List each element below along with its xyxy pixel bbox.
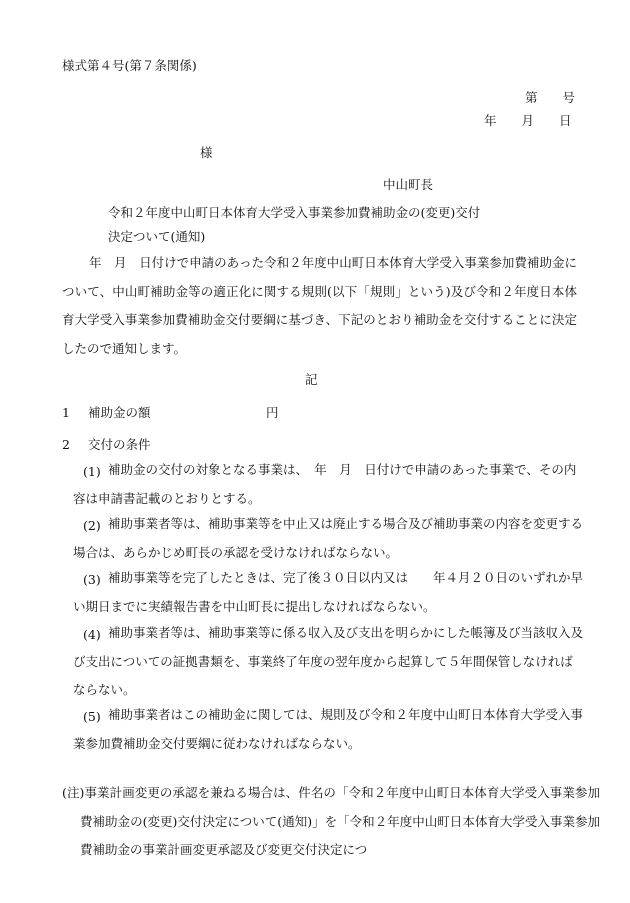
item-2 — [62, 437, 150, 453]
condition-5-text: 補助事業者はこの補助金に関しては、規則及び令和２年度中山町日本体育大学受入事業参加費補助金交付要綱に従わなければならない。 — [73, 707, 584, 751]
item-1-unit: 円 — [266, 405, 279, 420]
document-number: 第 号 — [525, 90, 576, 105]
item-2-label: 交付の条件 — [87, 437, 151, 452]
condition-4-text: 補助事業者等は、補助事業等に係る収入及び支出を明らかにした帳簿及び当該収入及び支出についての証拠書類を、事業終了年度の翌年度から起算して５年間保管しなければならない。 — [73, 625, 584, 697]
ki-marker: 記 — [305, 372, 318, 387]
item-1 — [62, 405, 150, 421]
item-1-number: 1 — [62, 405, 70, 420]
form-label: 様式第４号(第７条関係) — [62, 58, 197, 73]
condition-1-text: 補助金の交付の対象となる事業は、 年 月 日付けで申請のあった事業で、その内容は申請書記載のとおりとする。 — [73, 462, 577, 506]
title-line-1: 令和２年度中山町日本体育大学受入事業参加費補助金の(変更)交付 — [108, 205, 481, 220]
document-date: 年 月 日 — [484, 113, 572, 128]
recipient: 様 — [200, 145, 213, 160]
condition-2-number: (2) — [83, 518, 101, 533]
note-text: (注)事業計画変更の承認を兼ねる場合は、件名の「令和２年度中山町日本体育大学受入事業参加費補助金の(変更)交付決定について(通知)」を「令和２年度中山町日本体育大学受入事業参加費補助金の事業計画変更承認及び変更交付決定につ — [62, 785, 600, 857]
condition-2-text: 補助事業者等は、補助事業等を中止又は廃止する場合及び補助事業の内容を変更する場合は、あらかじめ町長の承認を受けなければならない。 — [73, 516, 584, 560]
item-2-number: 2 — [62, 437, 70, 452]
condition-4-number: (4) — [83, 627, 101, 642]
condition-5-number: (5) — [83, 709, 101, 724]
item-1-label: 補助金の額 — [87, 405, 151, 420]
condition-3-number: (3) — [83, 572, 101, 587]
sender: 中山町長 — [383, 177, 434, 192]
title-line-2: 決定ついて(通知) — [108, 229, 206, 244]
condition-3-text: 補助事業等を完了したときは、完了後３０日以内又は 年４月２０日のいずれか早い期日までに実績報告書を中山町長に提出しなければならない。 — [73, 570, 584, 614]
condition-1-number: (1) — [83, 464, 101, 479]
body-text: 年 月 日付けで申請のあった令和２年度中山町日本体育大学受入事業参加費補助金について、中山町補助金等の適正化に関する規則(以下「規則」という)及び令和２年度日本体育大学受入事業参加費補助金交付要綱に基づき、下記のとおり補助金を交付することに決定したので通知します。 — [62, 255, 577, 356]
